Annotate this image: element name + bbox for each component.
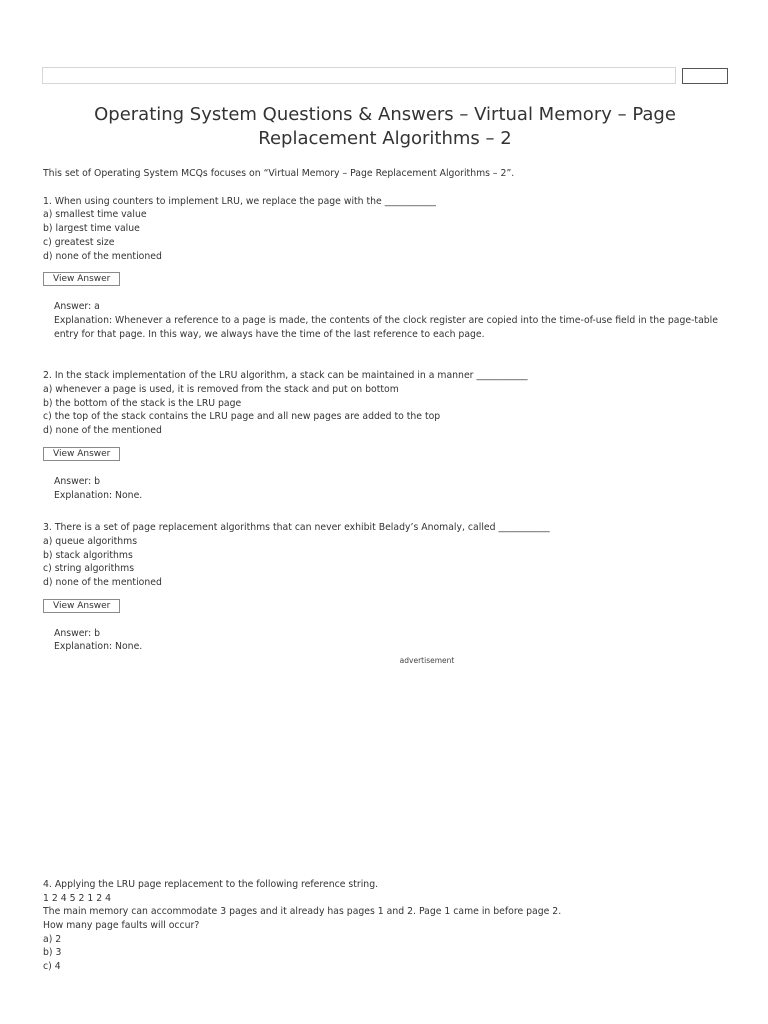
- view-answer-button[interactable]: View Answer: [43, 447, 120, 461]
- question-detail: How many page faults will occur?: [43, 919, 200, 931]
- question-text: 3. There is a set of page replacement algorithms that can never exhibit Belady’s Anomaly, called ___________: [43, 522, 550, 534]
- explanation-text: Explanation: Whenever a reference to a page is made, the contents of the clock register are copied into the time-of-use field in the page-table entry for that page. In this way, we always have the time of the last reference to each page.: [54, 314, 718, 340]
- option-b: b) the bottom of the stack is the LRU page: [43, 397, 242, 409]
- answer-text: Answer: a: [54, 301, 100, 313]
- answer-block: [54, 300, 733, 341]
- option-d: d) none of the mentioned: [43, 425, 162, 437]
- option-b: b) stack algorithms: [43, 549, 133, 561]
- option-c: c) greatest size: [43, 236, 115, 248]
- question-text: 1. When using counters to implement LRU, we replace the page with the ___________: [43, 195, 436, 207]
- option-b: b) largest time value: [43, 223, 140, 235]
- question-3: [43, 521, 733, 654]
- view-answer-button[interactable]: View Answer: [43, 599, 120, 613]
- question-4: [43, 878, 733, 974]
- question-text: 2. In the stack implementation of the LRU algorithm, a stack can be maintained in a manner ___________: [43, 370, 528, 382]
- option-a: a) 2: [43, 933, 62, 945]
- option-a: a) whenever a page is used, it is removed from the stack and put on bottom: [43, 384, 399, 396]
- option-c: c) the top of the stack contains the LRU page and all new pages are added to the top: [43, 411, 441, 423]
- explanation-text: Explanation: None.: [54, 641, 143, 653]
- option-d: d) none of the mentioned: [43, 577, 162, 589]
- option-d: d) none of the mentioned: [43, 250, 162, 262]
- article-content: [43, 167, 733, 974]
- question-1: [43, 195, 733, 342]
- explanation-text: Explanation: None.: [54, 489, 143, 501]
- option-b: b) 3: [43, 947, 62, 959]
- advertisement-label: advertisement: [399, 656, 455, 666]
- option-a: a) smallest time value: [43, 209, 147, 221]
- answer-text: Answer: b: [54, 475, 101, 487]
- view-answer-button[interactable]: View Answer: [43, 272, 120, 286]
- answer-text: Answer: b: [54, 627, 101, 639]
- search-button[interactable]: [682, 68, 728, 84]
- answer-block: [54, 475, 733, 502]
- option-c: c) string algorithms: [43, 563, 135, 575]
- question-text: 4. Applying the LRU page replacement to the following reference string.: [43, 878, 379, 890]
- page-title: Operating System Questions & Answers – Virtual Memory – Page Replacement Algorithms – 2: [94, 104, 676, 149]
- option-c: c) 4: [43, 961, 61, 973]
- option-a: a) queue algorithms: [43, 535, 138, 547]
- advertisement-slot: [43, 668, 733, 878]
- question-2: [43, 369, 733, 502]
- search-bar[interactable]: [42, 67, 676, 84]
- reference-string: 1 2 4 5 2 1 2 4: [43, 892, 112, 904]
- question-detail: The main memory can accommodate 3 pages and it already has pages 1 and 2. Page 1 came in before page 2.: [43, 906, 562, 918]
- intro-text: This set of Operating System MCQs focuses on “Virtual Memory – Page Replacement Algorithms – 2”.: [43, 168, 515, 179]
- answer-block: [54, 627, 733, 654]
